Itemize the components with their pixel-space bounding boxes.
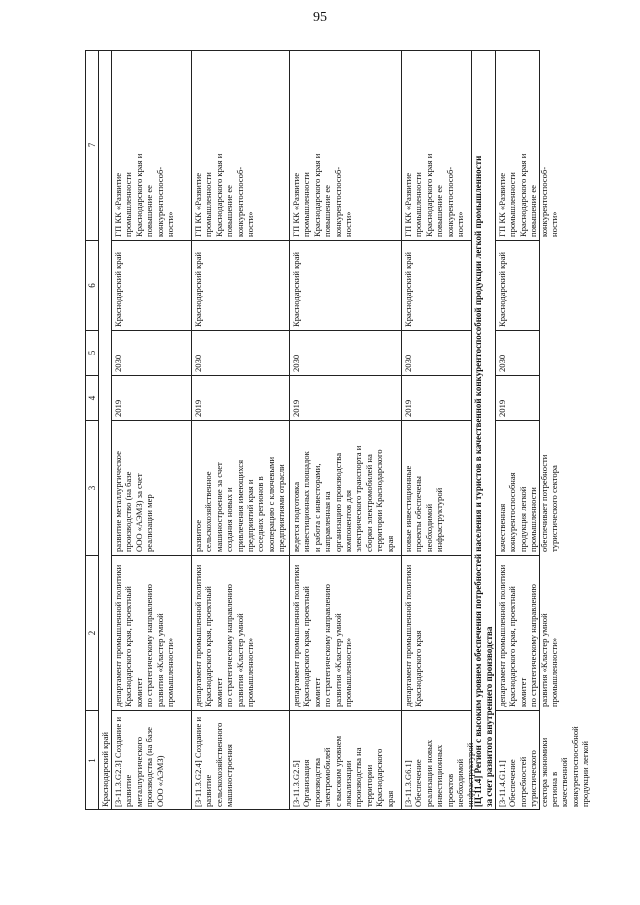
- header-col-4: 4: [85, 375, 99, 420]
- row5-result: качественная конкурентоспособная продукция легкой промышленности обеспечивает потребности туристического сектора: [496, 420, 540, 555]
- row2-start-year: 2019: [192, 375, 290, 420]
- row4-result: новые инвестиционные проекты обеспечены необходимой инфраструктурой: [402, 420, 472, 555]
- row3-program: ГП КК «Развитие промышленности Краснодарского края и повышение ее конкурентоспособ- ности»: [290, 50, 402, 240]
- row4-start-year: 2019: [402, 375, 472, 420]
- header-col-3: 3: [85, 420, 99, 555]
- row3-territory: Краснодарский край: [290, 240, 402, 330]
- header-col-2: 2: [85, 555, 99, 710]
- section-goal-row: [Ц-11.4] Регион с высоким уровнем обеспечения потребностей населения и туристов в качественной конкурентоспособной продукции легкой промышленности за счет развитого внутреннего производства: [472, 50, 496, 810]
- row1-end-year: 2030: [112, 330, 192, 375]
- header-col-1: 1: [85, 710, 99, 810]
- row5-territory: Краснодарский край: [496, 240, 540, 330]
- row3-responsible: департамент промышленной политики Краснодарского края, проектный комитет по стратегическому направлению развития «Кластер умной промышленности»: [290, 555, 402, 710]
- row4-territory: Краснодарский край: [402, 240, 472, 330]
- measures-table: [85, 50, 591, 810]
- row1-territory: Краснодарский край: [112, 240, 192, 330]
- rotated-table-frame: [85, 50, 591, 810]
- row3-end-year: 2030: [290, 330, 402, 375]
- row1-responsible: департамент промышленной политики Краснодарского края, проектный комитет по стратегическому направлению развития «Кластер умной промышленности»: [112, 555, 192, 710]
- row3-measure: [3-11.3.G2.5] Организация производства электромобилей с высоким уровнем локализации производства на территории Краснодарского края: [290, 710, 402, 810]
- row2-territory: Краснодарский край: [192, 240, 290, 330]
- region-row: Краснодарский край: [99, 50, 112, 810]
- row5-start-year: 2019: [496, 375, 540, 420]
- row5-responsible: департамент промышленной политики Краснодарского края, проектный комитет по стратегическому направлению развития «Кластер умной промышленности»: [496, 555, 540, 710]
- row1-program: ГП КК «Развитие промышленности Краснодарского края и повышение ее конкурентоспособ- ности»: [112, 50, 192, 240]
- header-col-6: 6: [85, 240, 99, 330]
- row4-end-year: 2030: [402, 330, 472, 375]
- row3-start-year: 2019: [290, 375, 402, 420]
- row2-end-year: 2030: [192, 330, 290, 375]
- row4-measure: [3-11.3.G6.1] Обеспечение реализации новых инвестиционных проектов необходимой инфраструктурой: [402, 710, 472, 810]
- header-col-5: 5: [85, 330, 99, 375]
- row1-result: развитие металлургическое производство (на базе ООО «АЭМЗ) за счет реализации мер: [112, 420, 192, 555]
- row5-end-year: 2030: [496, 330, 540, 375]
- row4-program: ГП КК «Развитие промышленности Краснодарского края и повышение ее конкурентоспособ- ности»: [402, 50, 472, 240]
- row2-program: ГП КК «Развитие промышленности Краснодарского края и повышение ее конкурентоспособ- ности»: [192, 50, 290, 240]
- row3-result: ведется подготовка инвестиционных площадок и работа с инвесторами, направленная на организацию производства компонентов для электрического транспорта и сборки электромобилей на территории Краснодарского края: [290, 420, 402, 555]
- row4-responsible: департамент промышленной политики Краснодарского края: [402, 555, 472, 710]
- page-number: 95: [313, 10, 327, 25]
- row1-start-year: 2019: [112, 375, 192, 420]
- row5-measure: [3-11.4.G1.1] Обеспечение потребностей туристического сектора экономики региона в качественной конкурентоспособной продукции легкой: [496, 710, 540, 810]
- header-col-7: 7: [85, 50, 99, 240]
- row2-measure: [3-11.3.G2.4] Создание и развитие сельскохозяйственного машиностроения: [192, 710, 290, 810]
- row1-measure: [3-11.3.G2.3] Создание и развитие металлургического производства (на базе ООО «АЭМЗ): [112, 710, 192, 810]
- row2-result: развитое сельскохозяйственное машиностроение за счет создания новых и привлечения имеющихся предприятий края и соседних регионов в кооперацию с ключевыми предприятиями отрасли: [192, 420, 290, 555]
- row2-responsible: департамент промышленной политики Краснодарского края, проектный комитет по стратегическому направлению развития «Кластер умной промышленности»: [192, 555, 290, 710]
- row5-program: ГП КК «Развитие промышленности Краснодарского края и повышение ее конкурентоспособ- ности»: [497, 153, 560, 237]
